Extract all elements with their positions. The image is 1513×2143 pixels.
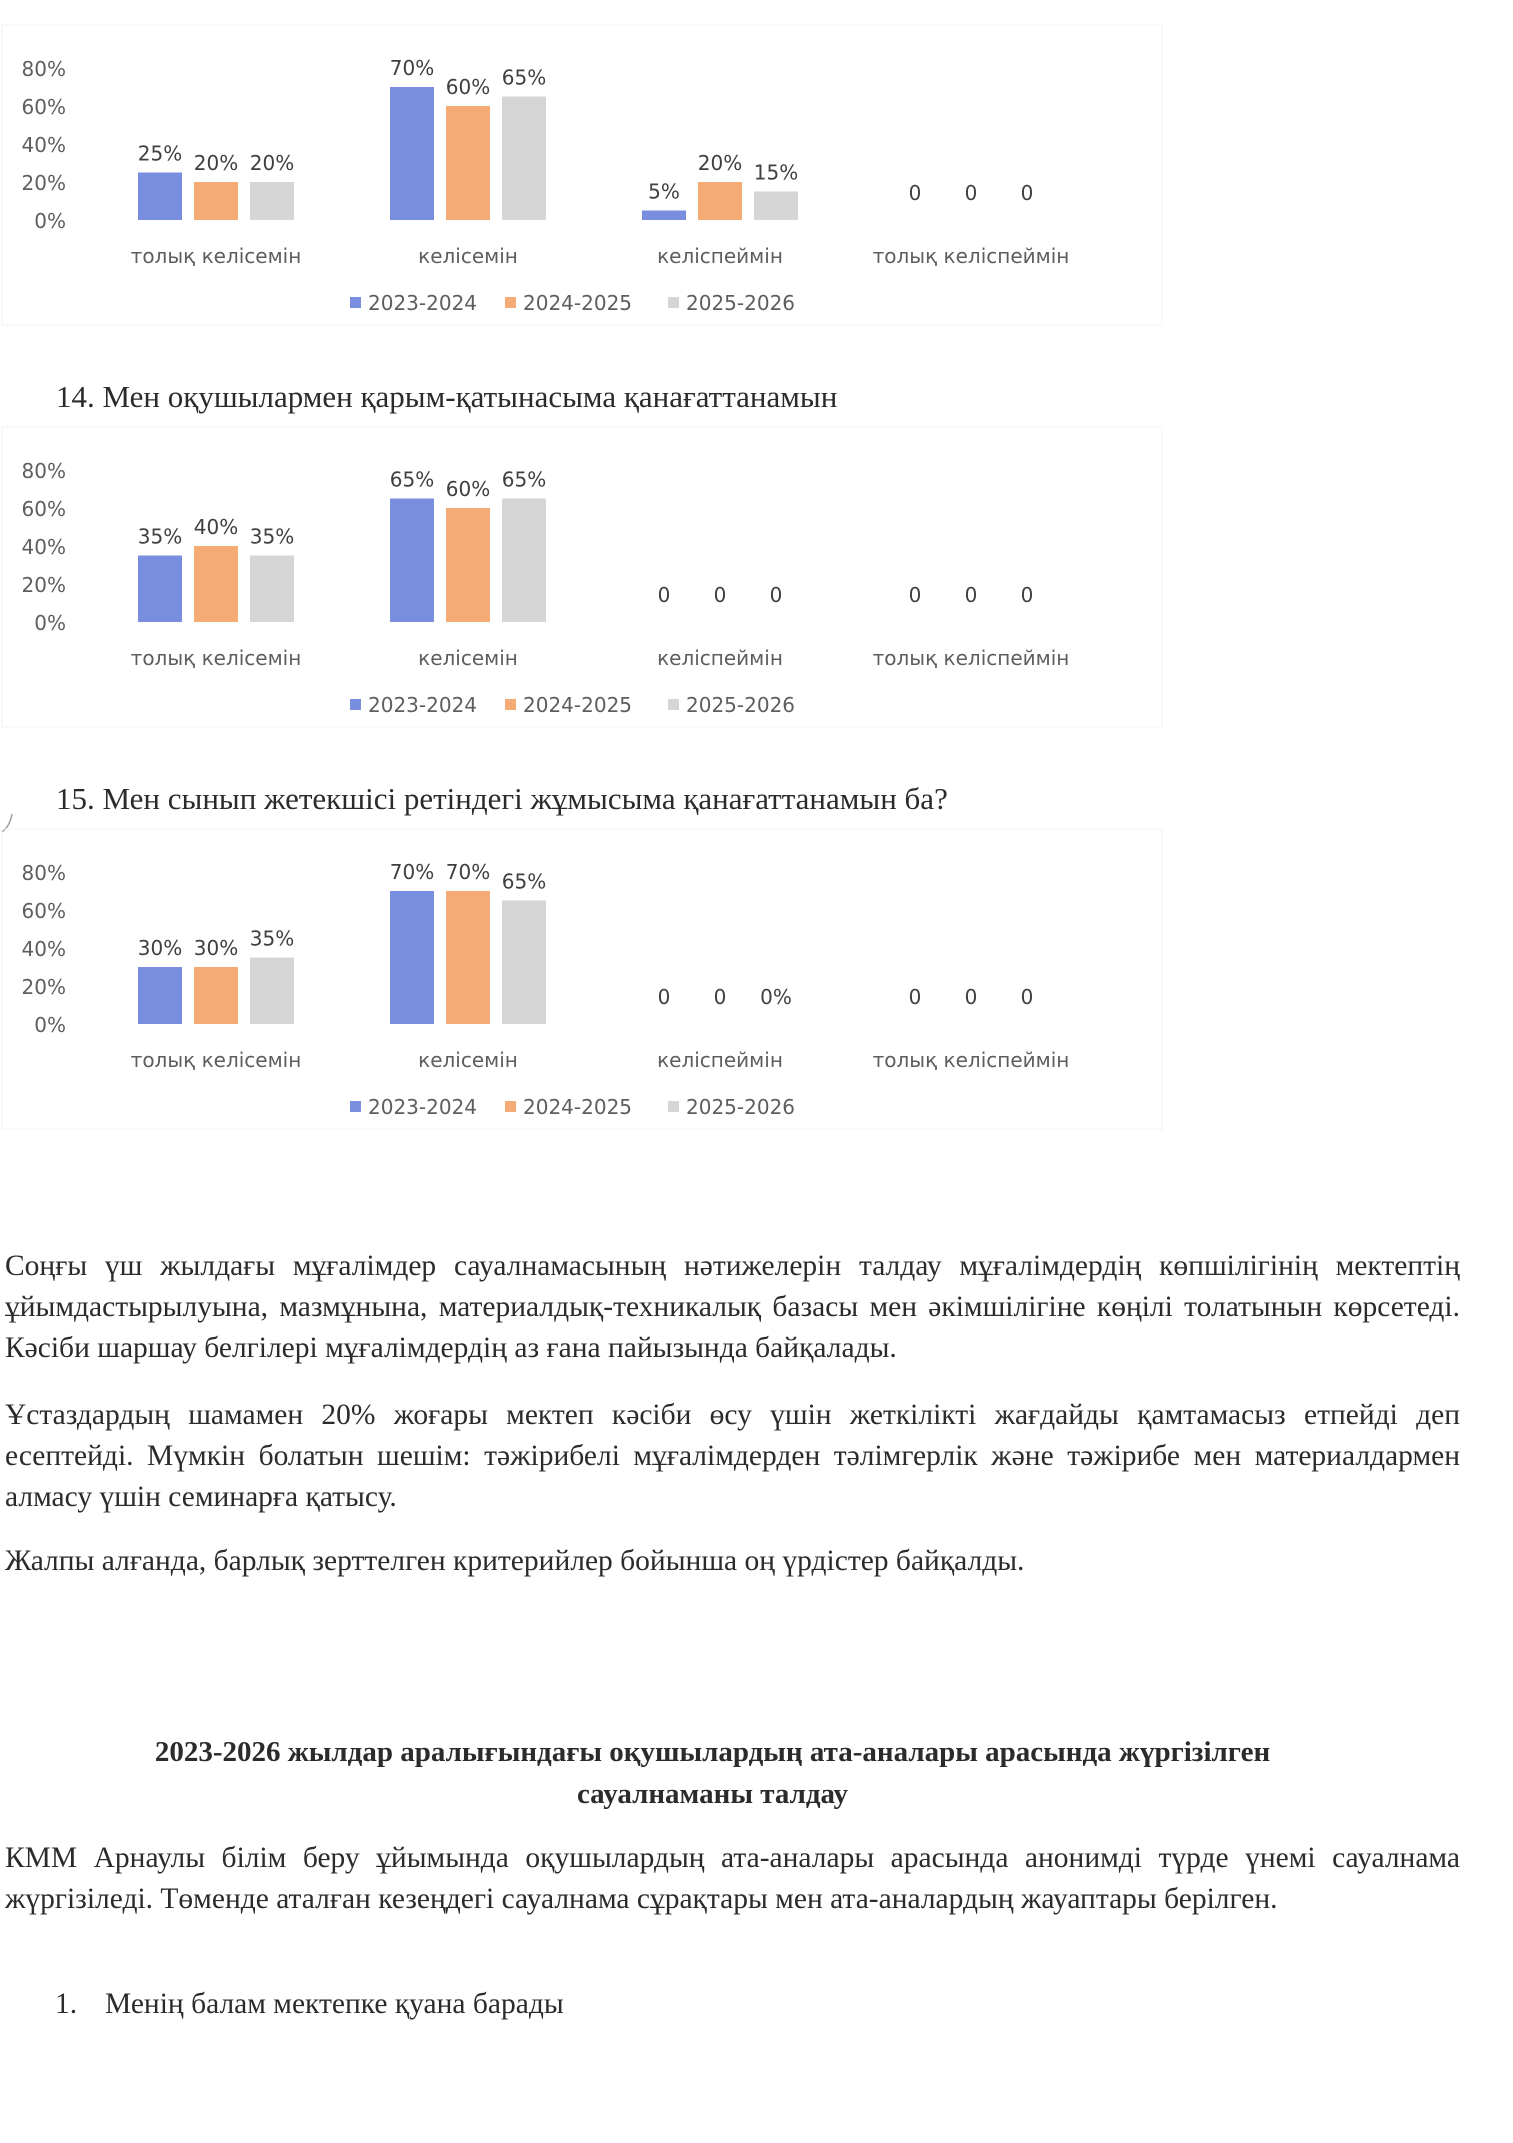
analysis-paragraph-2: Ұстаздардың шамамен 20% жоғары мектеп кәсіби өсу үшін жеткілікті жағдайды қамтамасыз етпейді деп есептейді. Мүмкін болатын шешім: тәжірибелі мұғалімдерден тәлімгерлік және тәжірибе мен материалдармен алмасу үшін семинарға қатысу. [5,1399,1460,1513]
chart-q15-title: 15. Мен сынып жетекшісі ретіндегі жұмысыма қанағаттанамын ба? [56,781,948,816]
y-tick-label: 0% [34,209,66,233]
legend-label: 2024-2025 [523,291,633,315]
y-tick-label: 80% [21,861,66,885]
legend-swatch [350,1101,361,1112]
list-item-number: 1. [55,1988,78,2020]
category-label: толық келіспеймін [872,244,1070,268]
data-label: 60% [445,477,491,501]
legend-label: 2024-2025 [523,1095,633,1119]
data-label: 65% [501,467,547,492]
y-tick-label: 80% [21,57,66,81]
section-heading-line-1: 2023-2026 жылдар аралығындағы оқушылардың ата-аналары арасында жүргізілген [154,1736,1271,1768]
bar-2024-2025 [446,891,490,1024]
legend-swatch [505,1101,516,1112]
data-label: 60% [445,75,491,99]
data-label: 0 [1020,985,1034,1009]
section-heading [0,1731,1425,1815]
data-label: 0 [769,583,783,607]
data-label: 5% [648,179,680,204]
data-label: 0% [760,985,792,1009]
y-tick-label: 60% [21,899,66,923]
data-label: 20% [193,151,239,175]
y-tick-label: 0% [34,611,66,635]
data-label: 40% [193,515,239,539]
legend-label: 2025-2026 [686,291,796,315]
section-heading-line-2: сауалнаманы талдау [576,1778,849,1810]
data-label: 0 [657,583,671,607]
y-tick-label: 20% [21,171,66,195]
list-item-text: Менің балам мектепке қуана барады [105,1988,564,2020]
data-label: 30% [193,936,239,960]
legend-label: 2025-2026 [686,693,796,717]
category-label: келісемін [418,646,518,670]
data-label: 30% [137,936,183,960]
list-item [55,1990,564,2020]
category-label: келіспеймін [657,1048,783,1072]
analysis-paragraph-1: Соңғы үш жылдағы мұғалімдер сауалнамасының нәтижелерін талдау мұғалімдердің көпшілігінің мектептің ұйымдастырылуына, мазмұнына, материалдық-техникалық базасы мен әкімшілігіне көңілі толатынын көрсетеді. Кәсіби шаршау белгілері мұғалімдердің аз ғана пайызында байқалады. [5,1250,1460,1364]
y-tick-label: 60% [21,95,66,119]
bar-2023-2024 [390,891,434,1024]
analysis-paragraph-3: Жалпы алғанда, барлық зерттелген критерийлер бойынша оң үрдістер байқалды. [5,1545,1025,1577]
bar-2025-2026 [250,958,294,1025]
data-label: 35% [137,524,183,549]
data-label: 70% [389,56,435,80]
category-label: келіспеймін [657,646,783,670]
data-label: 0 [713,985,727,1009]
data-label: 65% [501,65,547,90]
y-tick-label: 80% [21,459,66,483]
legend-label: 2023-2024 [368,291,478,315]
data-label: 65% [389,467,435,492]
data-label: 0 [964,583,978,607]
data-label: 35% [249,926,295,951]
chart-q15-svg [0,0,1200,1200]
data-label: 15% [753,160,799,185]
data-label: 0 [964,985,978,1009]
category-label: келісемін [418,1048,518,1072]
data-label: 0 [713,583,727,607]
data-label: 65% [501,869,547,894]
data-label: 70% [389,860,435,884]
chart-q14-title: 14. Мен оқушылармен қарым-қатынасыма қанағаттанамын [56,379,838,414]
bar-2024-2025 [194,967,238,1024]
y-tick-label: 0% [34,1013,66,1037]
data-label: 0 [1020,181,1034,205]
y-tick-label: 20% [21,975,66,999]
category-label: толық келісемін [130,1048,302,1072]
y-tick-label: 40% [21,133,66,157]
category-label: келіспеймін [657,244,783,268]
data-label: 0 [657,985,671,1009]
data-label: 35% [249,524,295,549]
data-label: 0 [908,985,922,1009]
data-label: 20% [249,151,295,175]
legend-label: 2025-2026 [686,1095,796,1119]
data-label: 70% [445,860,491,884]
data-label: 25% [137,141,183,166]
legend-label: 2023-2024 [368,1095,478,1119]
category-label: толық келісемін [130,244,302,268]
legend-swatch [668,1101,679,1112]
y-tick-label: 20% [21,573,66,597]
y-tick-label: 60% [21,497,66,521]
intro-paragraph: КММ Арнаулы білім беру ұйымында оқушылардың ата-аналары арасында анонимді түрде үнемі сауалнама жүргізіледі. Төменде аталған кезеңдегі сауалнама сұрақтары мен ата-аналардың жауаптары берілген. [5,1842,1460,1915]
y-tick-label: 40% [21,937,66,961]
bar-2025-2026 [502,901,546,1025]
y-tick-label: 40% [21,535,66,559]
data-label: 0 [908,181,922,205]
bar-2023-2024 [138,967,182,1024]
category-label: толық келіспеймін [872,646,1070,670]
data-label: 0 [908,583,922,607]
category-label: толық келісемін [130,646,302,670]
legend-label: 2024-2025 [523,693,633,717]
data-label: 0 [964,181,978,205]
category-label: келісемін [418,244,518,268]
data-label: 0 [1020,583,1034,607]
data-label: 20% [697,151,743,175]
legend-label: 2023-2024 [368,693,478,717]
category-label: толық келіспеймін [872,1048,1070,1072]
